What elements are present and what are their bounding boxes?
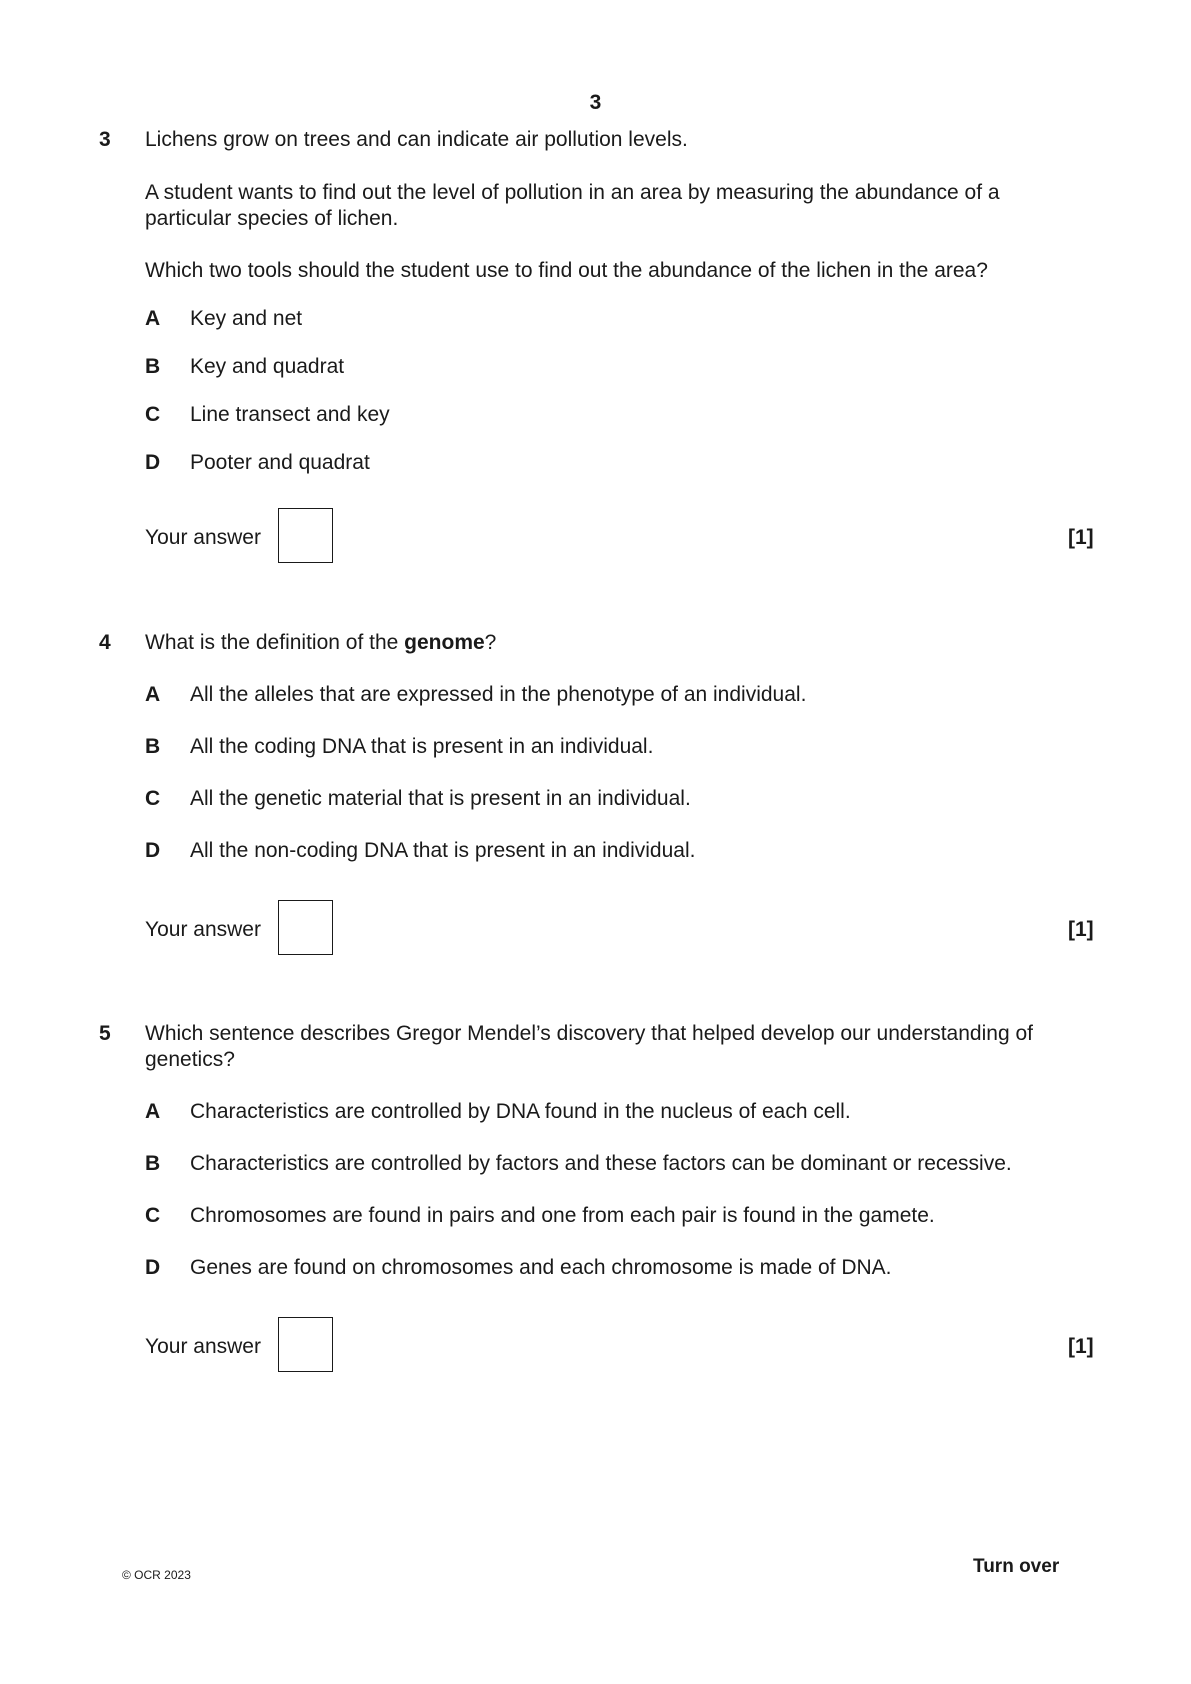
question-stem: Lichens grow on trees and can indicate air pollution levels. xyxy=(145,128,688,151)
stem-suffix: ? xyxy=(484,631,497,654)
option-text: All the alleles that are expressed in the phenotype of an individual. xyxy=(190,683,807,706)
option-text: Genes are found on chromosomes and each chromosome is made of DNA. xyxy=(190,1256,892,1279)
option-text: All the non-coding DNA that is present in an individual. xyxy=(190,839,696,862)
answer-label: Your answer xyxy=(145,918,261,941)
option-letter: D xyxy=(145,451,161,474)
copyright-notice: © OCR 2023 xyxy=(122,1568,191,1582)
answer-label: Your answer xyxy=(145,526,261,549)
option-text: Characteristics are controlled by DNA found in the nucleus of each cell. xyxy=(190,1100,851,1123)
answer-box[interactable] xyxy=(278,900,333,955)
question-number: 5 xyxy=(99,1022,111,1045)
stem-prefix: What is the definition of the xyxy=(145,631,405,654)
option-letter: B xyxy=(145,1152,161,1175)
option-text: Key and net xyxy=(190,307,303,330)
option-text: Line transect and key xyxy=(190,403,390,426)
option-letter: A xyxy=(145,683,161,706)
option-text: All the genetic material that is present in an individual. xyxy=(190,787,691,810)
option-letter: C xyxy=(145,787,161,810)
option-text: Characteristics are controlled by factors and these factors can be dominant or recessive. xyxy=(190,1152,1012,1175)
question-number: 4 xyxy=(99,631,111,654)
marks-label: [1] xyxy=(1068,918,1094,941)
question-stem: Which two tools should the student use to find out the abundance of the lichen in the area? xyxy=(145,259,988,282)
option-text: Key and quadrat xyxy=(190,355,345,378)
marks-label: [1] xyxy=(1068,526,1094,549)
stem-keyword: genome xyxy=(404,631,485,654)
option-text: Pooter and quadrat xyxy=(190,451,370,474)
answer-box[interactable] xyxy=(278,1317,333,1372)
question-stem: Which sentence describes Gregor Mendel’s discovery that helped develop our understanding of xyxy=(145,1022,1033,1045)
option-letter: C xyxy=(145,1204,161,1227)
option-letter: D xyxy=(145,839,161,862)
option-letter: D xyxy=(145,1256,161,1279)
option-letter: A xyxy=(145,307,161,330)
option-letter: B xyxy=(145,735,161,758)
question-stem: particular species of lichen. xyxy=(145,207,399,230)
turn-over-label: Turn over xyxy=(973,1556,1060,1577)
option-letter: A xyxy=(145,1100,161,1123)
marks-label: [1] xyxy=(1068,1335,1094,1358)
option-letter: B xyxy=(145,355,161,378)
option-text: All the coding DNA that is present in an individual. xyxy=(190,735,654,758)
option-letter: C xyxy=(145,403,161,426)
question-stem: A student wants to find out the level of pollution in an area by measuring the abundance of a xyxy=(145,181,1000,204)
page-number: 3 xyxy=(589,91,602,114)
answer-label: Your answer xyxy=(145,1335,261,1358)
question-stem xyxy=(145,630,496,656)
answer-box[interactable] xyxy=(278,508,333,563)
question-number: 3 xyxy=(99,128,111,151)
option-text: Chromosomes are found in pairs and one from each pair is found in the gamete. xyxy=(190,1204,935,1227)
question-stem: genetics? xyxy=(145,1048,235,1071)
